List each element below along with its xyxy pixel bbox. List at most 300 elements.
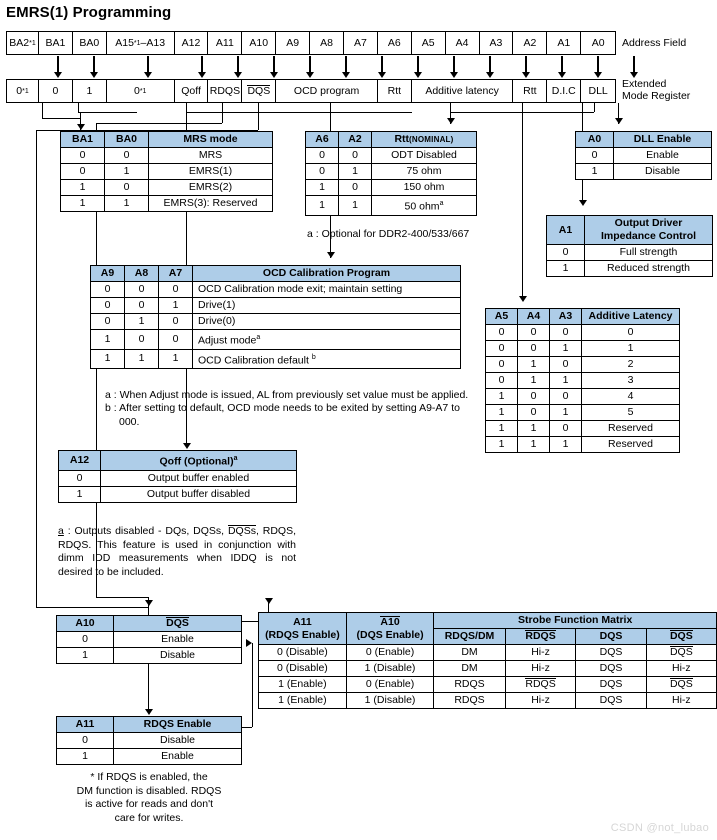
table-cell: 50 ohm$^a$ bbox=[372, 196, 477, 216]
table-cell: Reserved bbox=[582, 421, 680, 437]
ocd-note-b-line2: 000. bbox=[119, 415, 140, 428]
th-a12: A12 bbox=[59, 451, 101, 471]
table-cell: 0 bbox=[547, 245, 585, 261]
table-cell: 0 bbox=[576, 148, 614, 164]
arrow-head-down bbox=[144, 72, 152, 78]
th-a11-rdqs-enable bbox=[259, 613, 347, 645]
arrow-stem bbox=[273, 56, 274, 73]
rtt-table-note: a : Optional for DDR2-400/533/667 bbox=[307, 228, 470, 240]
table-cell: 0 bbox=[306, 148, 339, 164]
rtt-nominal-table bbox=[305, 131, 477, 216]
rdqs-note-line4: care for writes. bbox=[114, 811, 184, 824]
th-dqs-bar-label: DQS bbox=[166, 617, 189, 629]
table-cell: 1 bbox=[57, 749, 114, 765]
table-cell: 1 bbox=[518, 357, 550, 373]
table-row bbox=[486, 389, 680, 405]
th-a10: A10 bbox=[57, 616, 114, 632]
table-cell: Output buffer enabled bbox=[101, 470, 297, 486]
qoff-note bbox=[58, 525, 296, 579]
th-a6: A6 bbox=[306, 132, 339, 148]
arrow-head-down bbox=[90, 72, 98, 78]
table-cell: 0 bbox=[91, 298, 125, 314]
address-cell-a11: A11 bbox=[208, 32, 242, 54]
table-row bbox=[57, 632, 242, 648]
th-a1: A1 bbox=[547, 216, 585, 245]
emr-cell-additivelatency: Additive latency bbox=[412, 80, 514, 102]
qoff-table-arrow bbox=[183, 443, 191, 449]
table-cell: 1 bbox=[339, 164, 372, 180]
connector-h bbox=[96, 597, 148, 598]
qoff-note-line1 bbox=[58, 525, 296, 539]
arrow-stem bbox=[417, 56, 418, 73]
rtt-table-body bbox=[306, 148, 477, 216]
table-cell: 0 bbox=[57, 733, 114, 749]
table-cell: RDQS bbox=[434, 677, 505, 693]
address-cell-ba1: BA1 bbox=[39, 32, 73, 54]
arrow-stem bbox=[489, 56, 490, 73]
address-cell-a12: A12 bbox=[175, 32, 209, 54]
arrow-head-down bbox=[558, 72, 566, 78]
arrow-head-down bbox=[306, 72, 314, 78]
connector-v bbox=[222, 103, 223, 123]
table-cell: RDQS bbox=[505, 677, 576, 693]
qoff-note-line3: dimm IDD measurements when IDDQ is not bbox=[58, 552, 296, 564]
ocd-table-arrow bbox=[327, 252, 335, 258]
emr-cell-qoff: Qoff bbox=[175, 80, 209, 102]
th-dic bbox=[585, 216, 713, 245]
th-ba0: BA0 bbox=[105, 132, 149, 148]
table-cell: 1 bbox=[582, 341, 680, 357]
qoff-table bbox=[58, 450, 297, 503]
table-cell: 1 bbox=[159, 298, 193, 314]
rdqs-note bbox=[54, 771, 244, 825]
table-cell: 1 bbox=[61, 196, 105, 212]
emr-cell-1: 1 bbox=[73, 80, 107, 102]
table-cell: 1 bbox=[486, 389, 518, 405]
table-cell: Enable bbox=[614, 148, 712, 164]
table-header-row bbox=[547, 216, 713, 245]
table-header-row bbox=[59, 451, 297, 471]
table-cell: Enable bbox=[114, 749, 242, 765]
ocd-note-a: a : When Adjust mode is issued, AL from previously set value must be applied. bbox=[105, 389, 469, 401]
th-a10-dqs-enable bbox=[346, 613, 433, 645]
additive-latency-table bbox=[485, 308, 680, 453]
th-strobe-function-matrix: Strobe Function Matrix bbox=[434, 613, 717, 629]
th-dll-enable: DLL Enable bbox=[614, 132, 712, 148]
th-dqs: DQS bbox=[646, 629, 716, 645]
table-row bbox=[486, 341, 680, 357]
table-cell: 1 (Disable) bbox=[346, 661, 433, 677]
table-row bbox=[547, 261, 713, 277]
table-cell: 1 bbox=[125, 314, 159, 330]
table-cell: Full strength bbox=[585, 245, 713, 261]
table-cell: 1 (Enable) bbox=[259, 677, 347, 693]
dqs-bar-table bbox=[56, 615, 242, 664]
table-row bbox=[486, 437, 680, 453]
table-header-row bbox=[486, 309, 680, 325]
table-cell: MRS bbox=[149, 148, 273, 164]
table-cell: 1 bbox=[306, 180, 339, 196]
qoff-note-text1: : Outputs disabled - DQs, DQSs, bbox=[63, 525, 228, 537]
table-cell: 0 bbox=[550, 357, 582, 373]
connector-v bbox=[522, 103, 523, 300]
table-header-row bbox=[61, 132, 273, 148]
th-dqs: DQS bbox=[576, 629, 646, 645]
table-cell: DQS bbox=[576, 645, 646, 661]
table-cell: DQS bbox=[576, 677, 646, 693]
emr-cell-dll: DLL bbox=[588, 84, 608, 97]
th-rdqs: RDQS bbox=[505, 629, 576, 645]
connector-v bbox=[450, 103, 451, 112]
table-cell: 0 bbox=[105, 148, 149, 164]
arrow-head-down bbox=[234, 72, 242, 78]
emr-cell-ocdprogram: OCD program bbox=[276, 80, 378, 102]
arrow-stem bbox=[561, 56, 562, 73]
connector-v bbox=[42, 103, 43, 118]
table-cell: 1 bbox=[550, 405, 582, 421]
table-row bbox=[259, 693, 717, 709]
rdqs-note-line2: DM function is disabled. RDQS bbox=[76, 784, 222, 797]
address-cell-a15: A15 *1 –A13 bbox=[107, 32, 175, 54]
table-cell: Hi-z bbox=[646, 693, 716, 709]
arrow-stem bbox=[345, 56, 346, 73]
emr-label-line2: Mode Register bbox=[622, 90, 691, 102]
table-row bbox=[57, 648, 242, 664]
connector-v bbox=[36, 130, 37, 607]
table-cell: 1 bbox=[59, 486, 101, 502]
table-cell: 1 bbox=[306, 196, 339, 216]
table-cell: 0 bbox=[125, 282, 159, 298]
connector-v bbox=[186, 103, 187, 112]
th-dic-line2: Impedance Control bbox=[600, 230, 697, 242]
table-header-row bbox=[91, 266, 461, 282]
arrow-head-down bbox=[486, 72, 494, 78]
table-cell: 1 bbox=[486, 405, 518, 421]
table-row bbox=[61, 164, 273, 180]
table-cell: 0 bbox=[518, 341, 550, 357]
table-row bbox=[486, 325, 680, 341]
th-a9: A9 bbox=[91, 266, 125, 282]
qoff-note-marker: a bbox=[58, 525, 64, 537]
connector-h bbox=[36, 607, 148, 608]
th-a10-line2: (DQS Enable) bbox=[356, 628, 424, 641]
arrow-stem bbox=[201, 56, 202, 73]
table-row bbox=[91, 330, 461, 350]
qoff-note-line4: desired to be included. bbox=[58, 565, 164, 578]
th-ba1: BA1 bbox=[61, 132, 105, 148]
table-cell: 1 bbox=[105, 196, 149, 212]
table-cell: 1 bbox=[91, 349, 125, 369]
dic-table-body bbox=[547, 245, 713, 277]
address-cell-ba2: BA2 *1 bbox=[7, 32, 39, 54]
extended-mode-register-label bbox=[622, 78, 690, 102]
table-cell: 0 bbox=[159, 330, 193, 350]
table-row bbox=[259, 645, 717, 661]
table-row bbox=[259, 661, 717, 677]
connector-h bbox=[96, 123, 222, 124]
table-cell: Output buffer disabled bbox=[101, 486, 297, 502]
table-header-row bbox=[57, 717, 242, 733]
table-cell: Drive(0) bbox=[193, 314, 461, 330]
arrow-head-down bbox=[342, 72, 350, 78]
th-additive-latency: Additive Latency bbox=[582, 309, 680, 325]
emr-cell-0: 0 *1 bbox=[107, 80, 175, 102]
table-cell: 0 bbox=[125, 298, 159, 314]
address-cell-a5: A5 bbox=[412, 32, 446, 54]
th-a2: A2 bbox=[339, 132, 372, 148]
table-header-row-1 bbox=[259, 613, 717, 629]
table-row bbox=[57, 733, 242, 749]
qoff-note-line2 bbox=[58, 539, 296, 553]
table-cell: 5 bbox=[582, 405, 680, 421]
table-cell: DQS bbox=[646, 645, 716, 661]
table-row bbox=[91, 282, 461, 298]
table-cell: 0 bbox=[59, 470, 101, 486]
table-cell: 0 bbox=[486, 357, 518, 373]
table-cell: Reduced strength bbox=[585, 261, 713, 277]
table-cell: Reserved bbox=[582, 437, 680, 453]
th-rtt-sub: (NOMINAL) bbox=[409, 135, 454, 144]
table-cell: 1 bbox=[550, 341, 582, 357]
table-cell: 0 bbox=[582, 325, 680, 341]
dll-table-body bbox=[576, 148, 712, 180]
table-row bbox=[547, 245, 713, 261]
table-row bbox=[61, 148, 273, 164]
table-cell: EMRS(1) bbox=[149, 164, 273, 180]
qoff-table-body bbox=[59, 470, 297, 502]
table-cell: 2 bbox=[582, 357, 680, 373]
th-a11: A11 bbox=[57, 717, 114, 733]
connector-v bbox=[78, 103, 79, 112]
table-cell: 0 bbox=[57, 632, 114, 648]
table-cell: DQS bbox=[576, 661, 646, 677]
table-row bbox=[91, 298, 461, 314]
table-header-row bbox=[576, 132, 712, 148]
table-row bbox=[486, 405, 680, 421]
connector-v bbox=[252, 643, 253, 727]
arrow-head-down bbox=[270, 72, 278, 78]
table-cell: OCD Calibration default $^b$ bbox=[193, 349, 461, 369]
table-row bbox=[486, 421, 680, 437]
table-cell: 0 bbox=[550, 421, 582, 437]
table-cell: DM bbox=[434, 661, 505, 677]
table-cell: EMRS(3): Reserved bbox=[149, 196, 273, 212]
table-cell: 150 ohm bbox=[372, 180, 477, 196]
table-cell: 1 bbox=[105, 164, 149, 180]
qoff-note-text1b: , RDQS, bbox=[255, 525, 296, 537]
table-cell: 0 bbox=[518, 325, 550, 341]
th-a7: A7 bbox=[159, 266, 193, 282]
rdqs-table-body bbox=[57, 733, 242, 765]
emr-cell-0: 0 *1 bbox=[7, 80, 39, 102]
ocd-calibration-program-table bbox=[90, 265, 461, 369]
strobe-function-matrix-table bbox=[258, 612, 717, 709]
th-a3: A3 bbox=[550, 309, 582, 325]
table-cell: 1 bbox=[518, 437, 550, 453]
address-cell-a1: A1 bbox=[547, 32, 581, 54]
table-cell: 0 (Enable) bbox=[346, 645, 433, 661]
page-title: EMRS(1) Programming bbox=[6, 4, 172, 21]
table-row bbox=[486, 357, 680, 373]
table-row bbox=[91, 314, 461, 330]
mrs-table-body bbox=[61, 148, 273, 212]
table-cell: 1 bbox=[550, 373, 582, 389]
table-cell: 0 bbox=[339, 180, 372, 196]
table-cell: 0 bbox=[105, 180, 149, 196]
output-driver-impedance-table bbox=[546, 215, 713, 277]
table-cell: 0 bbox=[550, 389, 582, 405]
th-a5: A5 bbox=[486, 309, 518, 325]
table-cell: 0 bbox=[486, 341, 518, 357]
rdqs-note-line1: * If RDQS is enabled, the bbox=[90, 771, 208, 783]
arrow-stem bbox=[525, 56, 526, 73]
extended-mode-register-row bbox=[6, 79, 616, 103]
table-cell: 0 (Enable) bbox=[346, 677, 433, 693]
table-cell: 1 bbox=[91, 330, 125, 350]
table-row bbox=[61, 180, 273, 196]
rdqs-note-line3: is active for reads and don't bbox=[84, 798, 214, 810]
table-cell: 0 (Disable) bbox=[259, 661, 347, 677]
table-row bbox=[306, 148, 477, 164]
strobe-col1-arrow bbox=[246, 639, 252, 647]
qoff-note-rdqs-overline: RDQS bbox=[58, 538, 89, 551]
table-cell: EMRS(2) bbox=[149, 180, 273, 196]
emr-cell-dic: D.I.C bbox=[547, 80, 581, 102]
th-rdqs-enable: RDQS Enable bbox=[114, 717, 242, 733]
al-table-arrow bbox=[519, 296, 527, 302]
th-rtt bbox=[372, 132, 477, 148]
rtt-table-arrow bbox=[447, 118, 455, 124]
table-header-row bbox=[57, 616, 242, 632]
connector-h bbox=[186, 112, 412, 113]
emr-cell-0: 0 bbox=[39, 80, 73, 102]
table-cell: DM bbox=[434, 645, 505, 661]
table-cell: Hi-z bbox=[505, 645, 576, 661]
address-cell-a9: A9 bbox=[276, 32, 310, 54]
th-a11-line2: (RDQS Enable) bbox=[265, 628, 340, 641]
table-cell: RDQS bbox=[434, 693, 505, 709]
table-cell: 3 bbox=[582, 373, 680, 389]
table-cell: 1 bbox=[576, 164, 614, 180]
table-row bbox=[576, 164, 712, 180]
th-a10-line1 bbox=[351, 616, 429, 629]
table-cell: Disable bbox=[114, 733, 242, 749]
arrow-head-down bbox=[594, 72, 602, 78]
table-cell: Disable bbox=[114, 648, 242, 664]
table-cell: 1 bbox=[550, 437, 582, 453]
table-cell: 1 bbox=[159, 349, 193, 369]
dqs-table-body bbox=[57, 632, 242, 664]
address-cell-a8: A8 bbox=[310, 32, 344, 54]
rdqs-table-arrow bbox=[145, 709, 153, 715]
arrow-stem bbox=[633, 56, 634, 73]
th-rtt-main: Rtt bbox=[394, 133, 410, 145]
table-row bbox=[576, 148, 712, 164]
connector-v bbox=[594, 103, 595, 112]
ocd-note-b-line1: b : After setting to default, OCD mode needs to be exited by setting A9-A7 to bbox=[105, 402, 460, 414]
dqs-table-arrow bbox=[145, 600, 153, 606]
arrow-head-down bbox=[522, 72, 530, 78]
table-cell: 0 bbox=[486, 373, 518, 389]
address-cell-a3: A3 bbox=[480, 32, 514, 54]
table-cell: 0 (Disable) bbox=[259, 645, 347, 661]
arrow-stem bbox=[93, 56, 94, 73]
table-cell: 1 bbox=[339, 196, 372, 216]
strobe-table-body bbox=[259, 645, 717, 709]
table-cell: 1 bbox=[518, 421, 550, 437]
emr-cell-dqs: DQS bbox=[242, 80, 276, 102]
table-cell: Adjust mode$^a$ bbox=[193, 330, 461, 350]
address-cell-ba0: BA0 bbox=[73, 32, 107, 54]
table-row bbox=[306, 180, 477, 196]
table-header-row bbox=[306, 132, 477, 148]
table-cell: 1 bbox=[61, 180, 105, 196]
th-mrs-mode: MRS mode bbox=[149, 132, 273, 148]
dic-table-arrow bbox=[579, 200, 587, 206]
table-cell: 0 bbox=[518, 389, 550, 405]
table-row bbox=[259, 677, 717, 693]
th-ocd-program: OCD Calibration Program bbox=[193, 266, 461, 282]
table-cell: 0 bbox=[61, 148, 105, 164]
arrow-head-down bbox=[54, 72, 62, 78]
table-cell: 1 bbox=[486, 437, 518, 453]
connector-v bbox=[258, 103, 259, 130]
emr-cell-rtt: Rtt bbox=[378, 80, 412, 102]
arrow-stem bbox=[57, 56, 58, 73]
th-qoff-sup: a bbox=[233, 455, 238, 462]
table-cell: 0 bbox=[159, 282, 193, 298]
table-row bbox=[61, 196, 273, 212]
arrow-stem bbox=[237, 56, 238, 73]
table-cell: 0 bbox=[486, 325, 518, 341]
th-a0: A0 bbox=[576, 132, 614, 148]
table-cell: OCD Calibration mode exit; maintain setting bbox=[193, 282, 461, 298]
qoff-note-dqss-overline: DQSs bbox=[227, 525, 256, 537]
table-cell: DQS bbox=[576, 693, 646, 709]
table-row bbox=[59, 470, 297, 486]
address-cell-a2: A2 bbox=[513, 32, 547, 54]
table-cell: 1 bbox=[57, 648, 114, 664]
table-row bbox=[59, 486, 297, 502]
address-cell-a0: A0 bbox=[591, 36, 605, 49]
th-a8: A8 bbox=[125, 266, 159, 282]
table-cell: 1 (Enable) bbox=[259, 693, 347, 709]
emr-cell-rtt: Rtt bbox=[513, 80, 547, 102]
table-cell: 1 bbox=[518, 373, 550, 389]
table-cell: 0 bbox=[91, 282, 125, 298]
table-row bbox=[486, 373, 680, 389]
arrow-stem bbox=[453, 56, 454, 73]
table-cell: Disable bbox=[614, 164, 712, 180]
address-cell-a4: A4 bbox=[446, 32, 480, 54]
rdqs-enable-table bbox=[56, 716, 242, 765]
watermark: CSDN @not_lubao bbox=[610, 822, 709, 834]
th-dic-line1: Output Driver bbox=[614, 217, 683, 229]
arrow-stem bbox=[147, 56, 148, 73]
table-row bbox=[91, 349, 461, 369]
arrow-head-down bbox=[414, 72, 422, 78]
dll-table-arrow bbox=[615, 118, 623, 124]
table-cell: 1 bbox=[486, 421, 518, 437]
table-cell: 0 bbox=[91, 314, 125, 330]
connector-h bbox=[241, 727, 252, 728]
table-cell: Hi-z bbox=[505, 661, 576, 677]
table-cell: 0 bbox=[159, 314, 193, 330]
table-cell: Enable bbox=[114, 632, 242, 648]
table-cell: 4 bbox=[582, 389, 680, 405]
arrow-head-down bbox=[450, 72, 458, 78]
table-cell: DQS bbox=[646, 677, 716, 693]
